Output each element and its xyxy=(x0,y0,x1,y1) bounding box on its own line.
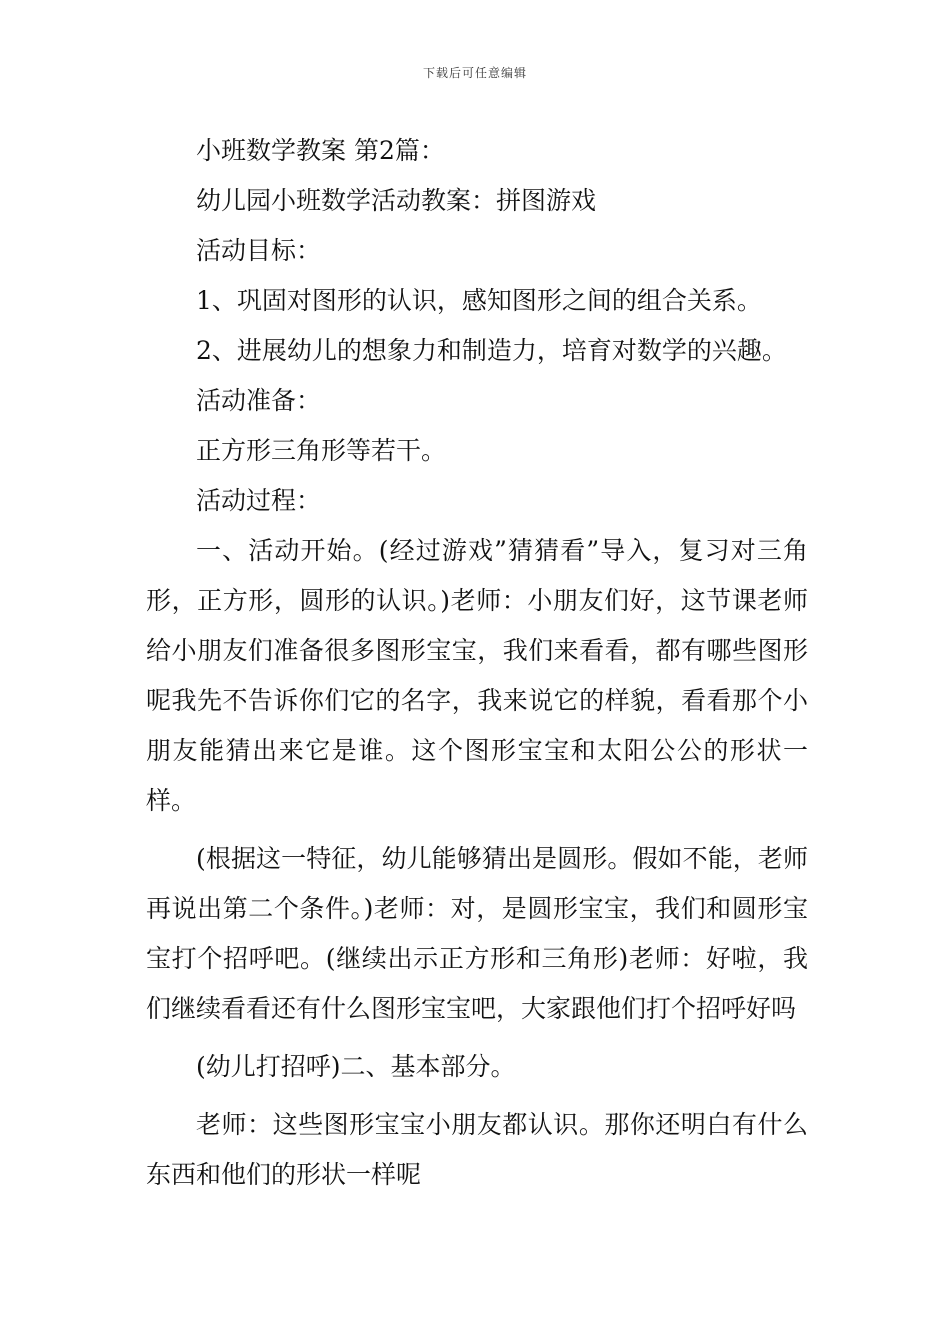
section-title: 小班数学教案 第2篇： xyxy=(196,136,445,165)
process-paragraph-2: (根据这一特征，幼儿能够猜出是圆形。假如不能，老师再说出第二个条件。)老师：对，是圆形宝宝，我们和圆形宝宝打个招呼吧。(继续出示正方形和三角形)老师：好啦，我们继续看看还有什么图形宝宝吧，大家跟他们打个招呼好吗 xyxy=(146,844,808,1023)
lesson-title: 幼儿园小班数学活动教案：拼图游戏 xyxy=(196,186,597,215)
preparation-text: 正方形三角形等若干。 xyxy=(196,436,447,465)
header-note: 下载后可任意编辑 xyxy=(422,66,527,80)
document-body xyxy=(146,126,808,1200)
goal-item-2: 2、进展幼儿的想象力和制造力，培育对数学的兴趣。 xyxy=(196,336,787,365)
process-paragraph-1: 一、活动开始。(经过游戏”猜猜看”导入，复习对三角形，正方形，圆形的认识。)老师：小朋友们好，这节课老师给小朋友们准备很多图形宝宝，我们来看看，都有哪些图形呢我先不告诉你们它的名字，我来说它的样貌，看看那个小朋友能猜出来它是谁。这个图形宝宝和太阳公公的形状一样。 xyxy=(146,536,808,815)
goal-item-1: 1、巩固对图形的认识，感知图形之间的组合关系。 xyxy=(196,286,762,315)
goals-heading: 活动目标： xyxy=(196,236,322,265)
process-paragraph-3: (幼儿打招呼)二、基本部分。 xyxy=(196,1052,516,1081)
process-paragraph-4: 老师：这些图形宝宝小朋友都认识。那你还明白有什么东西和他们的形状一样呢 xyxy=(146,1110,808,1189)
preparation-heading: 活动准备： xyxy=(196,386,322,415)
process-heading: 活动过程： xyxy=(196,486,322,515)
